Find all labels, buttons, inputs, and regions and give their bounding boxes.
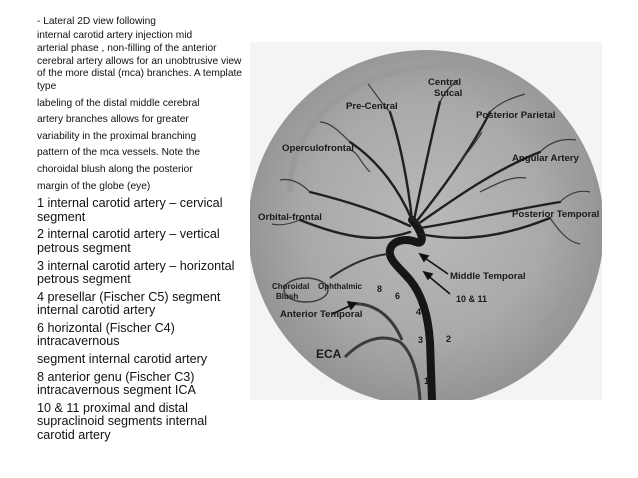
label-10-11: 10 & 11 — [456, 294, 488, 304]
legend-item: 2 internal carotid artery – vertical petrous segment — [37, 227, 220, 255]
caption-line: arterial phase , non-filling of the anterior cerebral artery allows for an unobtrusive view of the more distal (mca) branches. A template type — [37, 43, 242, 92]
label-eca: ECA — [316, 347, 342, 361]
caption-line: variability in the proximal branching — [37, 130, 197, 142]
label-angular-artery: Angular Artery — [512, 153, 579, 164]
legend-item: 10 & 11 proximal and distal supraclinoid segments internal carotid artery — [37, 400, 208, 443]
label-6: 6 — [395, 291, 401, 301]
label-1: 1 — [424, 376, 430, 386]
label-central: Central — [428, 77, 462, 88]
legend-item: segment internal carotid artery — [37, 352, 208, 367]
label-4: 4 — [416, 307, 422, 317]
angiogram-figure — [250, 42, 602, 400]
label-anterior-temporal: Anterior Temporal — [280, 309, 363, 320]
legend-item: 6 horizontal (Fischer C4) intracavernous — [37, 320, 175, 349]
caption-column — [37, 16, 247, 447]
legend-item: 8 anterior genu (Fischer C3) intracavernous segment ICA — [37, 369, 196, 398]
label-middle-temporal: Middle Temporal — [450, 271, 526, 282]
caption-line: internal carotid artery injection mid — [37, 29, 193, 41]
legend-item: 3 internal carotid artery – horizontal petrous segment — [37, 258, 235, 287]
caption-line: - Lateral 2D view following — [37, 16, 156, 27]
label-choroidal: Choroidal — [272, 282, 310, 291]
label-sulcal: Sulcal — [434, 88, 463, 99]
label-2: 2 — [446, 334, 452, 344]
label-8: 8 — [377, 284, 383, 294]
label-pre-central: Pre-Central — [346, 101, 398, 112]
legend-item: 1 internal carotid artery – cervical segment — [37, 196, 223, 224]
label-orbital-frontal: Orbital-frontal — [258, 212, 322, 223]
label-ophthalmic: Ophthalmic — [318, 282, 363, 291]
label-blush: Blush — [276, 292, 299, 301]
label-operculofrontal: Operculofrontal — [282, 143, 354, 154]
caption-line: labeling of the distal middle cerebral — [37, 97, 200, 109]
caption-line: margin of the globe (eye) — [37, 180, 151, 192]
label-posterior-temporal: Posterior Temporal — [512, 209, 600, 220]
label-posterior-parietal: Posterior Parietal — [476, 110, 556, 121]
caption-line: artery branches allows for greater — [37, 114, 189, 126]
caption-line: choroidal blush along the posterior — [37, 163, 193, 175]
caption-line: pattern of the mca vessels. Note the — [37, 147, 201, 159]
legend-item: 4 presellar (Fischer C5) segment internal carotid artery — [37, 289, 221, 318]
label-3: 3 — [418, 335, 424, 345]
